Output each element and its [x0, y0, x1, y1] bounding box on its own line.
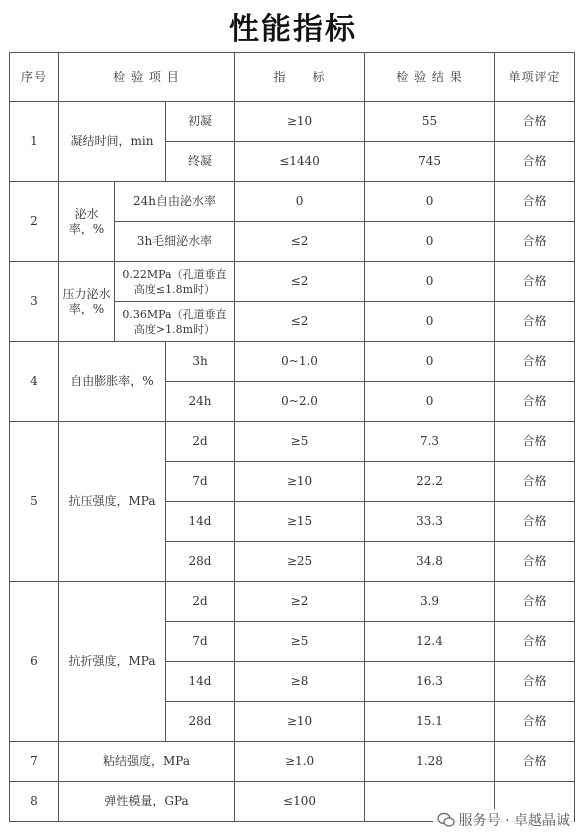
spec-value: 0~2.0	[235, 382, 365, 422]
sub-item: 2d	[166, 422, 235, 462]
sub-item: 终凝	[166, 142, 235, 182]
spec-value: ≥1.0	[235, 742, 365, 782]
result-value: 22.2	[365, 462, 495, 502]
row-number: 2	[10, 182, 59, 262]
row-number: 3	[10, 262, 59, 342]
row-number: 5	[10, 422, 59, 582]
spec-value: ≥2	[235, 582, 365, 622]
judgement-value: 合格	[495, 102, 575, 142]
table-row	[10, 262, 575, 302]
judgement-value: 合格	[495, 622, 575, 662]
sub-item: 14d	[166, 662, 235, 702]
judgement-value: 合格	[495, 262, 575, 302]
table-row	[10, 102, 575, 142]
sub-item: 14d	[166, 502, 235, 542]
spec-value: ≥5	[235, 422, 365, 462]
item-name: 抗压强度，MPa	[59, 422, 166, 582]
watermark-text: 服务号 · 卓越晶诚	[458, 813, 570, 829]
row-number: 7	[10, 742, 59, 782]
item-name: 自由膨胀率，%	[59, 342, 166, 422]
judgement-value: 合格	[495, 342, 575, 382]
sub-item: 7d	[166, 462, 235, 502]
spec-value: 0	[235, 182, 365, 222]
row-number: 6	[10, 582, 59, 742]
result-value: 0	[365, 262, 495, 302]
judgement-value: 合格	[495, 742, 575, 782]
sub-item: 28d	[166, 702, 235, 742]
sub-item: 24h	[166, 382, 235, 422]
result-value: 0	[365, 302, 495, 342]
sub-item: 0.36MPa（孔道垂直高度>1.8m时）	[115, 302, 235, 342]
table-row	[10, 182, 575, 222]
wechat-icon	[437, 812, 455, 828]
result-value: 34.8	[365, 542, 495, 582]
spec-value: ≥10	[235, 102, 365, 142]
judgement-value: 合格	[495, 422, 575, 462]
header-result: 检 验 结 果	[365, 53, 495, 102]
result-value: 0	[365, 382, 495, 422]
sub-item: 2d	[166, 582, 235, 622]
row-number: 1	[10, 102, 59, 182]
item-name: 弹性模量，GPa	[59, 782, 235, 822]
judgement-value: 合格	[495, 382, 575, 422]
judgement-value: 合格	[495, 222, 575, 262]
judgement-value: 合格	[495, 502, 575, 542]
result-value: 1.28	[365, 742, 495, 782]
judgement-value: 合格	[495, 142, 575, 182]
spec-value: 0~1.0	[235, 342, 365, 382]
sub-item: 3h	[166, 342, 235, 382]
row-number: 8	[10, 782, 59, 822]
table-row	[10, 582, 575, 622]
sub-item: 7d	[166, 622, 235, 662]
judgement-value: 合格	[495, 662, 575, 702]
result-value: 16.3	[365, 662, 495, 702]
item-name: 粘结强度，MPa	[59, 742, 235, 782]
spec-value: ≤100	[235, 782, 365, 822]
judgement-value: 合格	[495, 302, 575, 342]
item-name: 泌水 率，%	[59, 182, 115, 262]
result-value: 33.3	[365, 502, 495, 542]
page-title: 性能指标	[229, 12, 357, 47]
spec-value: ≥15	[235, 502, 365, 542]
spec-value: ≥25	[235, 542, 365, 582]
table-header-row	[10, 53, 575, 102]
spec-value: ≤2	[235, 222, 365, 262]
result-value: 0	[365, 222, 495, 262]
sub-item: 3h毛细泌水率	[115, 222, 235, 262]
result-value: 745	[365, 142, 495, 182]
spec-value: ≤2	[235, 302, 365, 342]
table-row	[10, 742, 575, 782]
judgement-value: 合格	[495, 702, 575, 742]
judgement-value: 合格	[495, 582, 575, 622]
judgement-value: 合格	[495, 182, 575, 222]
header-judgement: 单项评定	[495, 53, 575, 102]
table-row	[10, 422, 575, 462]
header-no: 序号	[10, 53, 59, 102]
spec-value: ≤1440	[235, 142, 365, 182]
table-row	[10, 342, 575, 382]
row-number: 4	[10, 342, 59, 422]
spec-value: ≥8	[235, 662, 365, 702]
sub-item: 28d	[166, 542, 235, 582]
sub-item: 0.22MPa（孔道垂直高度≤1.8m时）	[115, 262, 235, 302]
item-name: 抗折强度，MPa	[59, 582, 166, 742]
result-value: 0	[365, 342, 495, 382]
result-value: 3.9	[365, 582, 495, 622]
header-item: 检 验 项 目	[59, 53, 235, 102]
performance-table	[9, 52, 575, 822]
spec-value: ≥10	[235, 702, 365, 742]
item-name: 压力泌水 率，%	[59, 262, 115, 342]
result-value: 55	[365, 102, 495, 142]
watermark	[433, 809, 574, 831]
item-name: 凝结时间，min	[59, 102, 166, 182]
header-spec: 指 标	[235, 53, 365, 102]
result-value: 0	[365, 182, 495, 222]
spec-value: ≥5	[235, 622, 365, 662]
spec-value: ≤2	[235, 262, 365, 302]
judgement-value: 合格	[495, 462, 575, 502]
result-value: 12.4	[365, 622, 495, 662]
sub-item: 24h自由泌水率	[115, 182, 235, 222]
judgement-value: 合格	[495, 542, 575, 582]
spec-value: ≥10	[235, 462, 365, 502]
sub-item: 初凝	[166, 102, 235, 142]
result-value: 15.1	[365, 702, 495, 742]
result-value: 7.3	[365, 422, 495, 462]
